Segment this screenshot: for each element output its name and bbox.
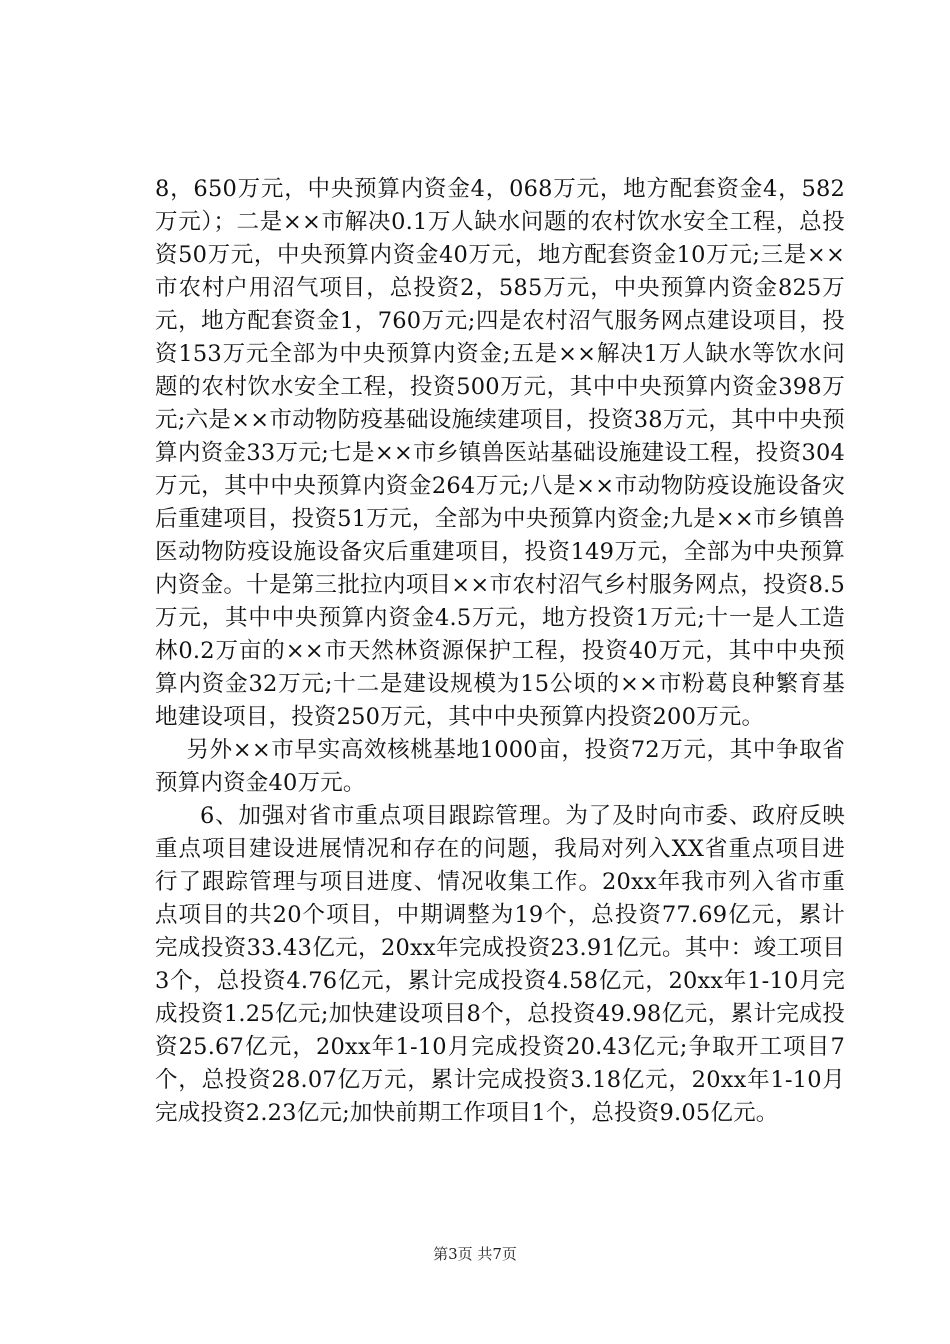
paragraph-walnut-base: 另外××市早实高效核桃基地1000亩，投资72万元，其中争取省预算内资金40万元。 — [155, 737, 845, 796]
document-body — [155, 173, 845, 1130]
paragraph-project-list: 8，650万元，中央预算内资金4，068万元，地方配套资金4，582万元）；二是××市解决0.1万人缺水问题的农村饮水安全工程，总投资50万元，中央预算内资金40万元，地方配套资金10万元;三是××市农村户用沼气项目，总投资2，585万元，中央预算内资金825万元，地方配套资金1，760万元;四是农村沼气服务网点建设项目，投资153万元全部为中央预算内资金;五是××解决1万人缺水等饮水问题的农村饮水安全工程，投资500万元，其中中央预算内资金398万元;六是××市动物防疫基础设施续建项目，投资38万元，其中中央预算内资金33万元;七是××市乡镇兽医站基础设施建设工程，投资304万元，其中中央预算内资金264万元;八是××市动物防疫设施设备灾后重建项目，投资51万元，全部为中央预算内资金;九是××市乡镇兽医动物防疫设施设备灾后重建项目，投资149万元，全部为中央预算内资金。十是第三批拉内项目××市农村沼气乡村服务网点，投资8.5万元，其中中央预算内资金4.5万元，地方投资1万元;十一是人工造林0.2万亩的××市天然林资源保护工程，投资40万元，其中中央预算内资金32万元;十二是建设规模为15公顷的××市粉葛良种繁育基地建设项目，投资250万元，其中中央预算内投资200万元。 — [155, 176, 845, 730]
page-number-footer: 第3页 共7页 — [433, 1245, 517, 1263]
paragraph-key-project-tracking: 6、加强对省市重点项目跟踪管理。为了及时向市委、政府反映重点项目建设进展情况和存在的问题，我局对列入XX省重点项目进行了跟踪管理与项目进度、情况收集工作。20xx年我市列入省市重点项目的共20个项目，中期调整为19个，总投资77.69亿元，累计完成投资33.43亿元，20xx年完成投资23.91亿元。其中：竣工项目3个，总投资4.76亿元，累计完成投资4.58亿元，20xx年1-10月完成投资1.25亿元;加快建设项目8个，总投资49.98亿元，累计完成投资25.67亿元，20xx年1-10月完成投资20.43亿元;争取开工项目7个，总投资28.07亿万元，累计完成投资3.18亿元，20xx年1-10月完成投资2.23亿元;加快前期工作项目1个，总投资9.05亿元。 — [155, 803, 845, 1126]
